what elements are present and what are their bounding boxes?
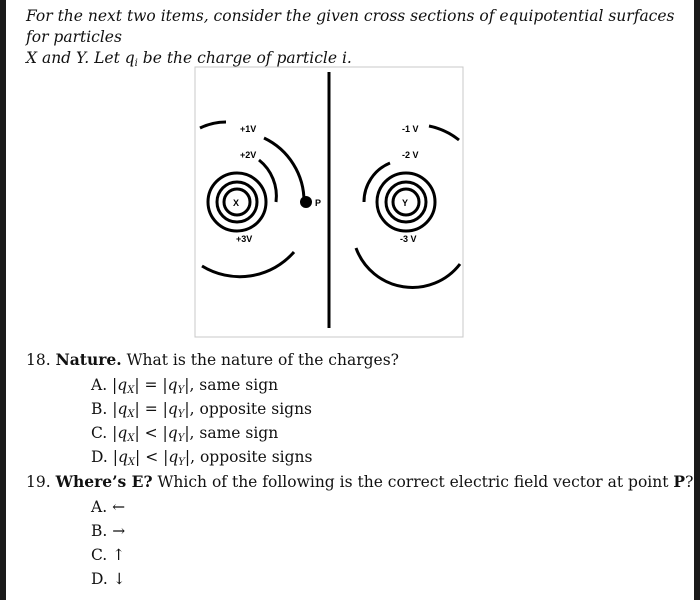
q18-a-text: , same sign (189, 376, 279, 394)
q18-c-qx-sub: X (127, 433, 135, 444)
arrow-up-icon: ↑ (112, 546, 126, 564)
q18-c-text: , same sign (189, 424, 279, 442)
q18-c-rel: < (144, 424, 158, 442)
intro-text (26, 6, 676, 74)
q18-b-qx-sub: X (127, 409, 135, 420)
q18-a-qx-sub: X (127, 385, 135, 396)
q19-text: Which of the following is the correct electric field vector at point (152, 473, 674, 491)
intro-line-2-sub: i (134, 58, 138, 69)
label-plus3: +3V (236, 234, 253, 244)
q18-stem (26, 350, 399, 370)
q18-b-qy-sub: Y (177, 409, 185, 420)
intro-line-1: For the next two items, consider the given cross sections of equipotential surfaces for particles (26, 7, 675, 46)
q18-a-letter: A. (91, 376, 108, 394)
label-x: X (233, 198, 240, 208)
label-p: P (315, 198, 322, 208)
label-minus3: -3 V (400, 234, 417, 244)
arrow-right-icon: → (112, 522, 126, 540)
q18-c-qy-sub: Y (177, 433, 185, 444)
q18-text: What is the nature of the charges? (121, 351, 399, 369)
q18-option-b[interactable]: B. $|q_X| = |q_Y|$, opposite signs (91, 400, 313, 420)
q18-d-rel: < (145, 448, 159, 466)
q18-a-qy-sub: Y (177, 385, 185, 396)
q18-option-d[interactable]: D. $|q_X| < |q_Y|$, opposite signs (91, 448, 313, 468)
q18-option-a[interactable]: A. $|q_X| = |q_Y|$, same sign (91, 376, 279, 396)
q18-c-qy: q (167, 424, 178, 442)
label-minus2: -2 V (402, 150, 419, 160)
q19-a-letter: A. (91, 498, 108, 516)
q18-a-qx: q (117, 376, 128, 394)
q18-c-qx: q (117, 424, 128, 442)
equipotential-figure (194, 66, 464, 338)
equipotential-diagram (194, 66, 464, 338)
q19-c-letter: C. (91, 546, 108, 564)
q18-d-qx-sub: X (127, 457, 136, 468)
q18-b-qy: q (167, 400, 178, 418)
label-minus1: -1 V (402, 124, 419, 134)
arrow-down-icon: ↓ (112, 570, 126, 588)
q18-b-rel: = (144, 400, 158, 418)
q19-d-letter: D. (91, 570, 108, 588)
point-p (300, 196, 312, 208)
intro-line-2-post: be the charge of particle i. (137, 49, 352, 67)
q19-b-letter: B. (91, 522, 108, 540)
q19-text-end: ? (685, 473, 694, 491)
q19-stem (26, 472, 693, 492)
q19-title: Where’s E? (55, 472, 153, 491)
label-plus1: +1V (240, 124, 257, 134)
q18-option-c[interactable]: C. $|q_X| < |q_Y|$, same sign (91, 424, 279, 444)
q18-title: Nature. (55, 350, 122, 369)
q18-b-letter: B. (91, 400, 108, 418)
q18-d-qx: q (117, 448, 128, 466)
q18-number: 18. (26, 351, 51, 369)
q19-option-c[interactable] (91, 545, 125, 565)
q18-d-qy: q (168, 448, 179, 466)
q18-a-rel: = (144, 376, 158, 394)
q19-option-d[interactable] (91, 569, 126, 589)
q19-option-a[interactable] (91, 497, 125, 517)
q19-point-p: P (673, 472, 686, 491)
q18-c-letter: C. (91, 424, 108, 442)
q18-d-letter: D. (91, 448, 108, 466)
label-y: Y (402, 198, 409, 208)
q19-option-b[interactable] (91, 521, 125, 541)
arrow-left-icon: ← (112, 498, 126, 516)
right-border (694, 0, 700, 600)
q19-number: 19. (26, 473, 51, 491)
q18-b-qx: q (117, 400, 128, 418)
intro-line-2-pre: X and Y. Let q (26, 49, 135, 67)
left-border (0, 0, 6, 600)
q18-d-qy-sub: Y (178, 457, 185, 468)
q18-b-text: , opposite signs (189, 400, 313, 418)
label-plus2: +2V (240, 150, 257, 160)
q18-a-qy: q (167, 376, 178, 394)
q18-d-text: , opposite signs (190, 448, 313, 466)
